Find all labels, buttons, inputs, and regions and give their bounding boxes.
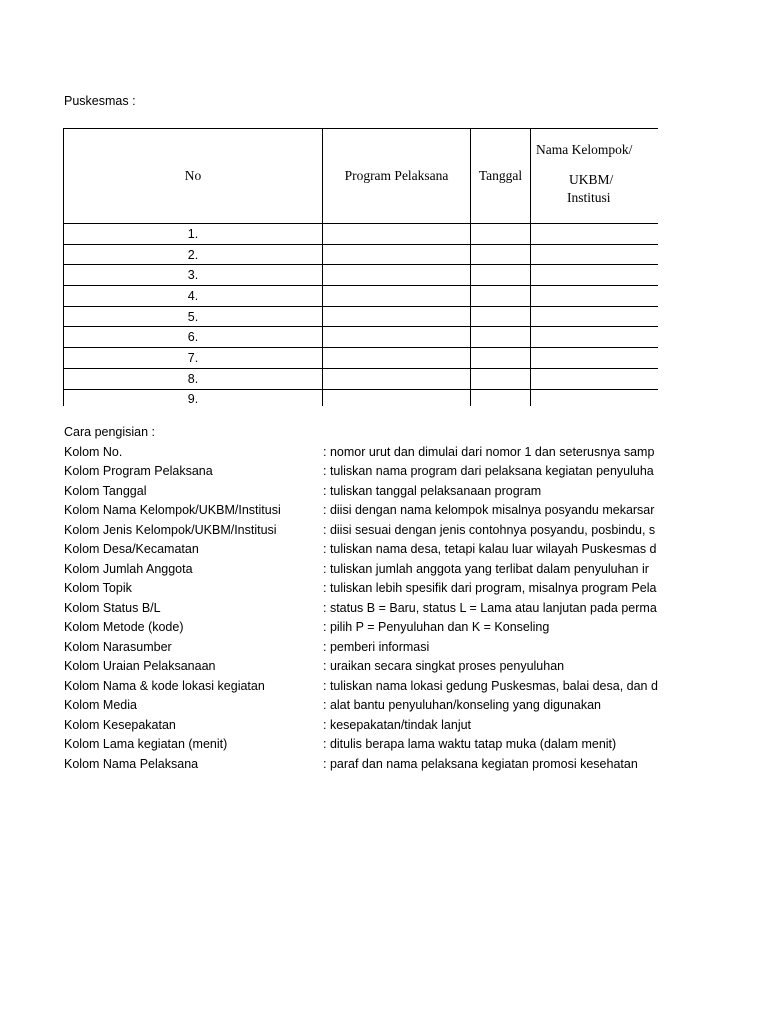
instruction-description: : kesepakatan/tindak lanjut — [323, 717, 472, 732]
cell-program-pelaksana[interactable] — [323, 244, 471, 265]
instruction-line — [64, 756, 658, 776]
instruction-line — [64, 561, 658, 581]
instruction-description: : uraikan secara singkat proses penyuluhan — [323, 659, 565, 673]
cell-tanggal[interactable] — [471, 368, 531, 389]
instruction-description: : tuliskan nama program dari pelaksana kegiatan penyuluha — [323, 464, 654, 478]
cell-nama-kelompok[interactable] — [531, 265, 659, 286]
table-body — [64, 224, 659, 407]
cell-nama-kelompok[interactable] — [531, 244, 659, 265]
header-program-pelaksana[interactable]: Program Pelaksana — [323, 129, 471, 224]
instruction-line — [64, 444, 658, 464]
cell-tanggal[interactable] — [471, 327, 531, 348]
instruction-column-name: Kolom Metode (kode) — [64, 620, 184, 634]
instruction-description: : diisi dengan nama kelompok misalnya posyandu mekarsar — [323, 503, 655, 517]
instruction-column-name: Kolom Topik — [64, 581, 132, 595]
cell-program-pelaksana[interactable] — [323, 327, 471, 348]
instruction-line — [64, 619, 658, 639]
instruction-column-name: Kolom Nama & kode lokasi kegiatan — [64, 678, 265, 693]
cell-tanggal[interactable] — [471, 244, 531, 265]
instruction-description: : tuliskan lebih spesifik dari program, misalnya program Pela — [323, 581, 657, 595]
header-no[interactable]: No — [64, 129, 323, 224]
header-nama-kelompok[interactable] — [531, 129, 659, 224]
instruction-column-name: Kolom Narasumber — [64, 639, 172, 654]
instruction-line — [64, 580, 658, 600]
instructions-section — [64, 424, 658, 775]
cell-nama-kelompok[interactable] — [531, 389, 659, 406]
puskesmas-label: Puskesmas : — [64, 94, 136, 108]
instruction-description: : tuliskan nama desa, tetapi kalau luar wilayah Puskesmas d — [323, 542, 657, 556]
cell-no[interactable]: 7. — [64, 348, 323, 369]
instruction-line — [64, 483, 658, 503]
instruction-description: : nomor urut dan dimulai dari nomor 1 dan seterusnya samp — [323, 444, 655, 459]
instruction-column-name: Kolom Tanggal — [64, 483, 147, 498]
instruction-line — [64, 502, 658, 522]
table-row — [64, 286, 659, 307]
instruction-line — [64, 600, 658, 620]
instruction-line — [64, 697, 658, 717]
cell-tanggal[interactable] — [471, 389, 531, 406]
instruction-column-name: Kolom Desa/Kecamatan — [64, 542, 199, 556]
table-row — [64, 224, 659, 245]
instruction-column-name: Kolom Lama kegiatan (menit) — [64, 737, 228, 751]
instruction-line — [64, 736, 658, 756]
instruction-line — [64, 639, 658, 659]
instruction-column-name: Kolom No. — [64, 444, 123, 459]
cell-tanggal[interactable] — [471, 286, 531, 307]
cell-no[interactable]: 1. — [64, 224, 323, 245]
cell-no[interactable]: 8. — [64, 368, 323, 389]
instruction-description: : tuliskan jumlah anggota yang terlibat dalam penyuluhan ir — [323, 561, 649, 576]
cell-tanggal[interactable] — [471, 306, 531, 327]
instruction-description: : tuliskan nama lokasi gedung Puskesmas, balai desa, dan d — [323, 678, 658, 693]
cell-no[interactable]: 4. — [64, 286, 323, 307]
instruction-column-name: Kolom Uraian Pelaksanaan — [64, 659, 216, 673]
cell-tanggal[interactable] — [471, 224, 531, 245]
cell-no[interactable]: 2. — [64, 244, 323, 265]
cell-program-pelaksana[interactable] — [323, 224, 471, 245]
instruction-column-name: Kolom Media — [64, 698, 137, 712]
instruction-column-name: Kolom Status B/L — [64, 600, 161, 615]
instruction-column-name: Kolom Jumlah Anggota — [64, 561, 193, 576]
instruction-column-name: Kolom Kesepakatan — [64, 717, 176, 732]
cell-tanggal[interactable] — [471, 265, 531, 286]
instruction-line — [64, 522, 658, 542]
instruction-description: : alat bantu penyuluhan/konseling yang digunakan — [323, 698, 601, 712]
instruction-line — [64, 658, 658, 678]
cell-tanggal[interactable] — [471, 348, 531, 369]
header-nama-line1: Nama Kelompok/ — [536, 142, 633, 157]
instruction-description: : ditulis berapa lama waktu tatap muka (dalam menit) — [323, 737, 617, 751]
table-row — [64, 265, 659, 286]
table-row — [64, 368, 659, 389]
table-header-row — [64, 129, 659, 224]
cell-no[interactable]: 3. — [64, 265, 323, 286]
cell-no[interactable]: 9. — [64, 389, 323, 406]
instruction-description: : pemberi informasi — [323, 639, 430, 654]
cell-no[interactable]: 5. — [64, 306, 323, 327]
report-table-container — [63, 128, 658, 406]
instruction-line — [64, 678, 658, 698]
table-row — [64, 327, 659, 348]
instruction-description: : tuliskan tanggal pelaksanaan program — [323, 483, 542, 498]
header-nama-line2: UKBM/ — [569, 172, 614, 187]
cell-program-pelaksana[interactable] — [323, 389, 471, 406]
cell-program-pelaksana[interactable] — [323, 265, 471, 286]
cell-nama-kelompok[interactable] — [531, 306, 659, 327]
instruction-description: : pilih P = Penyuluhan dan K = Konseling — [323, 620, 550, 634]
table-row — [64, 306, 659, 327]
instruction-column-name: Kolom Program Pelaksana — [64, 464, 213, 478]
report-table — [63, 128, 658, 406]
instructions-list — [64, 444, 658, 776]
cell-nama-kelompok[interactable] — [531, 327, 659, 348]
cell-nama-kelompok[interactable] — [531, 286, 659, 307]
instruction-description: : paraf dan nama pelaksana kegiatan promosi kesehatan — [323, 756, 638, 771]
instruction-line — [64, 463, 658, 483]
instructions-title: Cara pengisian : — [64, 425, 156, 439]
instruction-column-name: Kolom Nama Kelompok/UKBM/Institusi — [64, 503, 281, 517]
cell-nama-kelompok[interactable] — [531, 224, 659, 245]
header-tanggal[interactable]: Tanggal — [471, 129, 531, 224]
cell-program-pelaksana[interactable] — [323, 306, 471, 327]
table-row — [64, 244, 659, 265]
instruction-line — [64, 541, 658, 561]
instruction-description: : diisi sesuai dengan jenis contohnya posyandu, posbindu, s — [323, 522, 656, 537]
table-row — [64, 389, 659, 406]
cell-program-pelaksana[interactable] — [323, 348, 471, 369]
header-nama-line3: Institusi — [567, 190, 611, 205]
cell-no[interactable]: 6. — [64, 327, 323, 348]
table-row — [64, 348, 659, 369]
instruction-description: : status B = Baru, status L = Lama atau lanjutan pada perma — [323, 600, 657, 615]
cell-nama-kelompok[interactable] — [531, 368, 659, 389]
instruction-column-name: Kolom Nama Pelaksana — [64, 756, 199, 771]
cell-nama-kelompok[interactable] — [531, 348, 659, 369]
instruction-column-name: Kolom Jenis Kelompok/UKBM/Institusi — [64, 522, 277, 537]
instruction-line — [64, 717, 658, 737]
cell-program-pelaksana[interactable] — [323, 368, 471, 389]
cell-program-pelaksana[interactable] — [323, 286, 471, 307]
